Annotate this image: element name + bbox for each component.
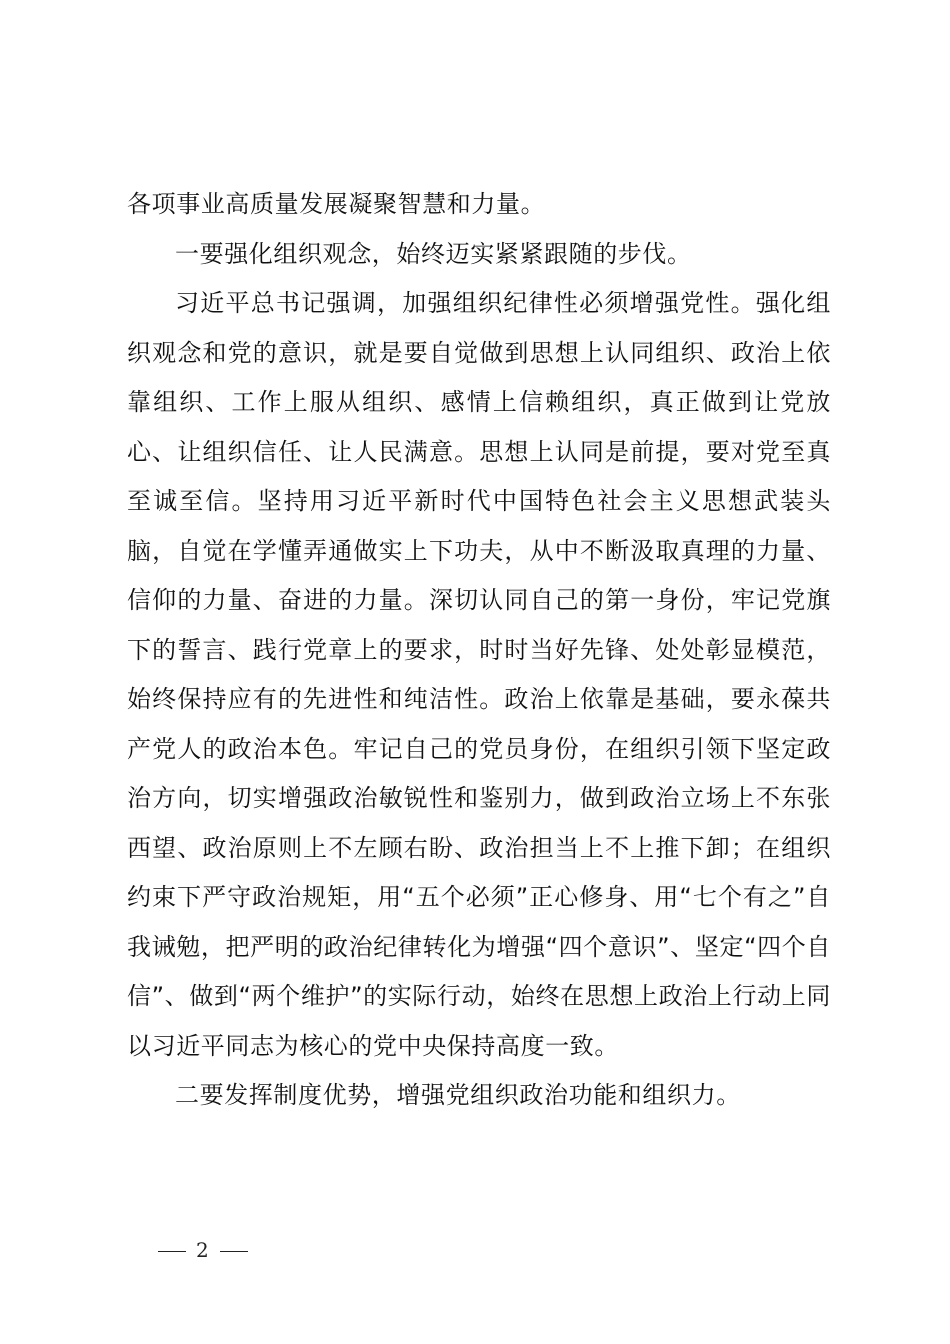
section-heading-1: 一要强化组织观念，始终迈实紧紧跟随的步伐。: [175, 239, 692, 268]
page-number: 2: [196, 1238, 210, 1262]
page-footer: [158, 1238, 248, 1262]
paragraph-continuation: 各项事业高质量发展凝聚智慧和力量。: [127, 190, 546, 218]
body-paragraph: 习近平总书记强调，加强组织纪律性必须增强党性。强化组织观念和党的意识，就是要自觉做到思想上认同组织、政治上依靠组织、工作上服从组织、感情上信赖组织，真正做到让党放心、让组织信任、让人民满意。思想上认同是前提，要对党至真至诚至信。坚持用习近平新时代中国特色社会主义思想武装头脑，自觉在学懂弄通做实上下功夫，从中不断汲取真理的力量、信仰的力量、奋进的力量。深切认同自己的第一身份，牢记党旗下的誓言、践行党章上的要求，时时当好先锋、处处彰显模范，始终保持应有的先进性和纯洁性。政治上依靠是基础，要永葆共产党人的政治本色。牢记自己的党员身份，在组织引领下坚定政治方向，切实增强政治敏锐性和鉴别力，做到政治立场上不东张西望、政治原则上不左顾右盼、政治担当上不上推下卸；在组织约束下严守政治规矩，用“五个必须”正心修身、用“七个有之”自我诫勉，把严明的政治纪律转化为增强“四个意识”、坚定“四个自信”、做到“两个维护”的实际行动，始终在思想上政治上行动上同以习近平同志为核心的党中央保持高度一致。: [127, 289, 831, 1060]
footer-dash-right: [220, 1251, 248, 1253]
document-body: [127, 180, 831, 1121]
section-heading-2: 二要发挥制度优势，增强党组织政治功能和组织力。: [175, 1081, 741, 1109]
footer-dash-left: [158, 1251, 186, 1253]
